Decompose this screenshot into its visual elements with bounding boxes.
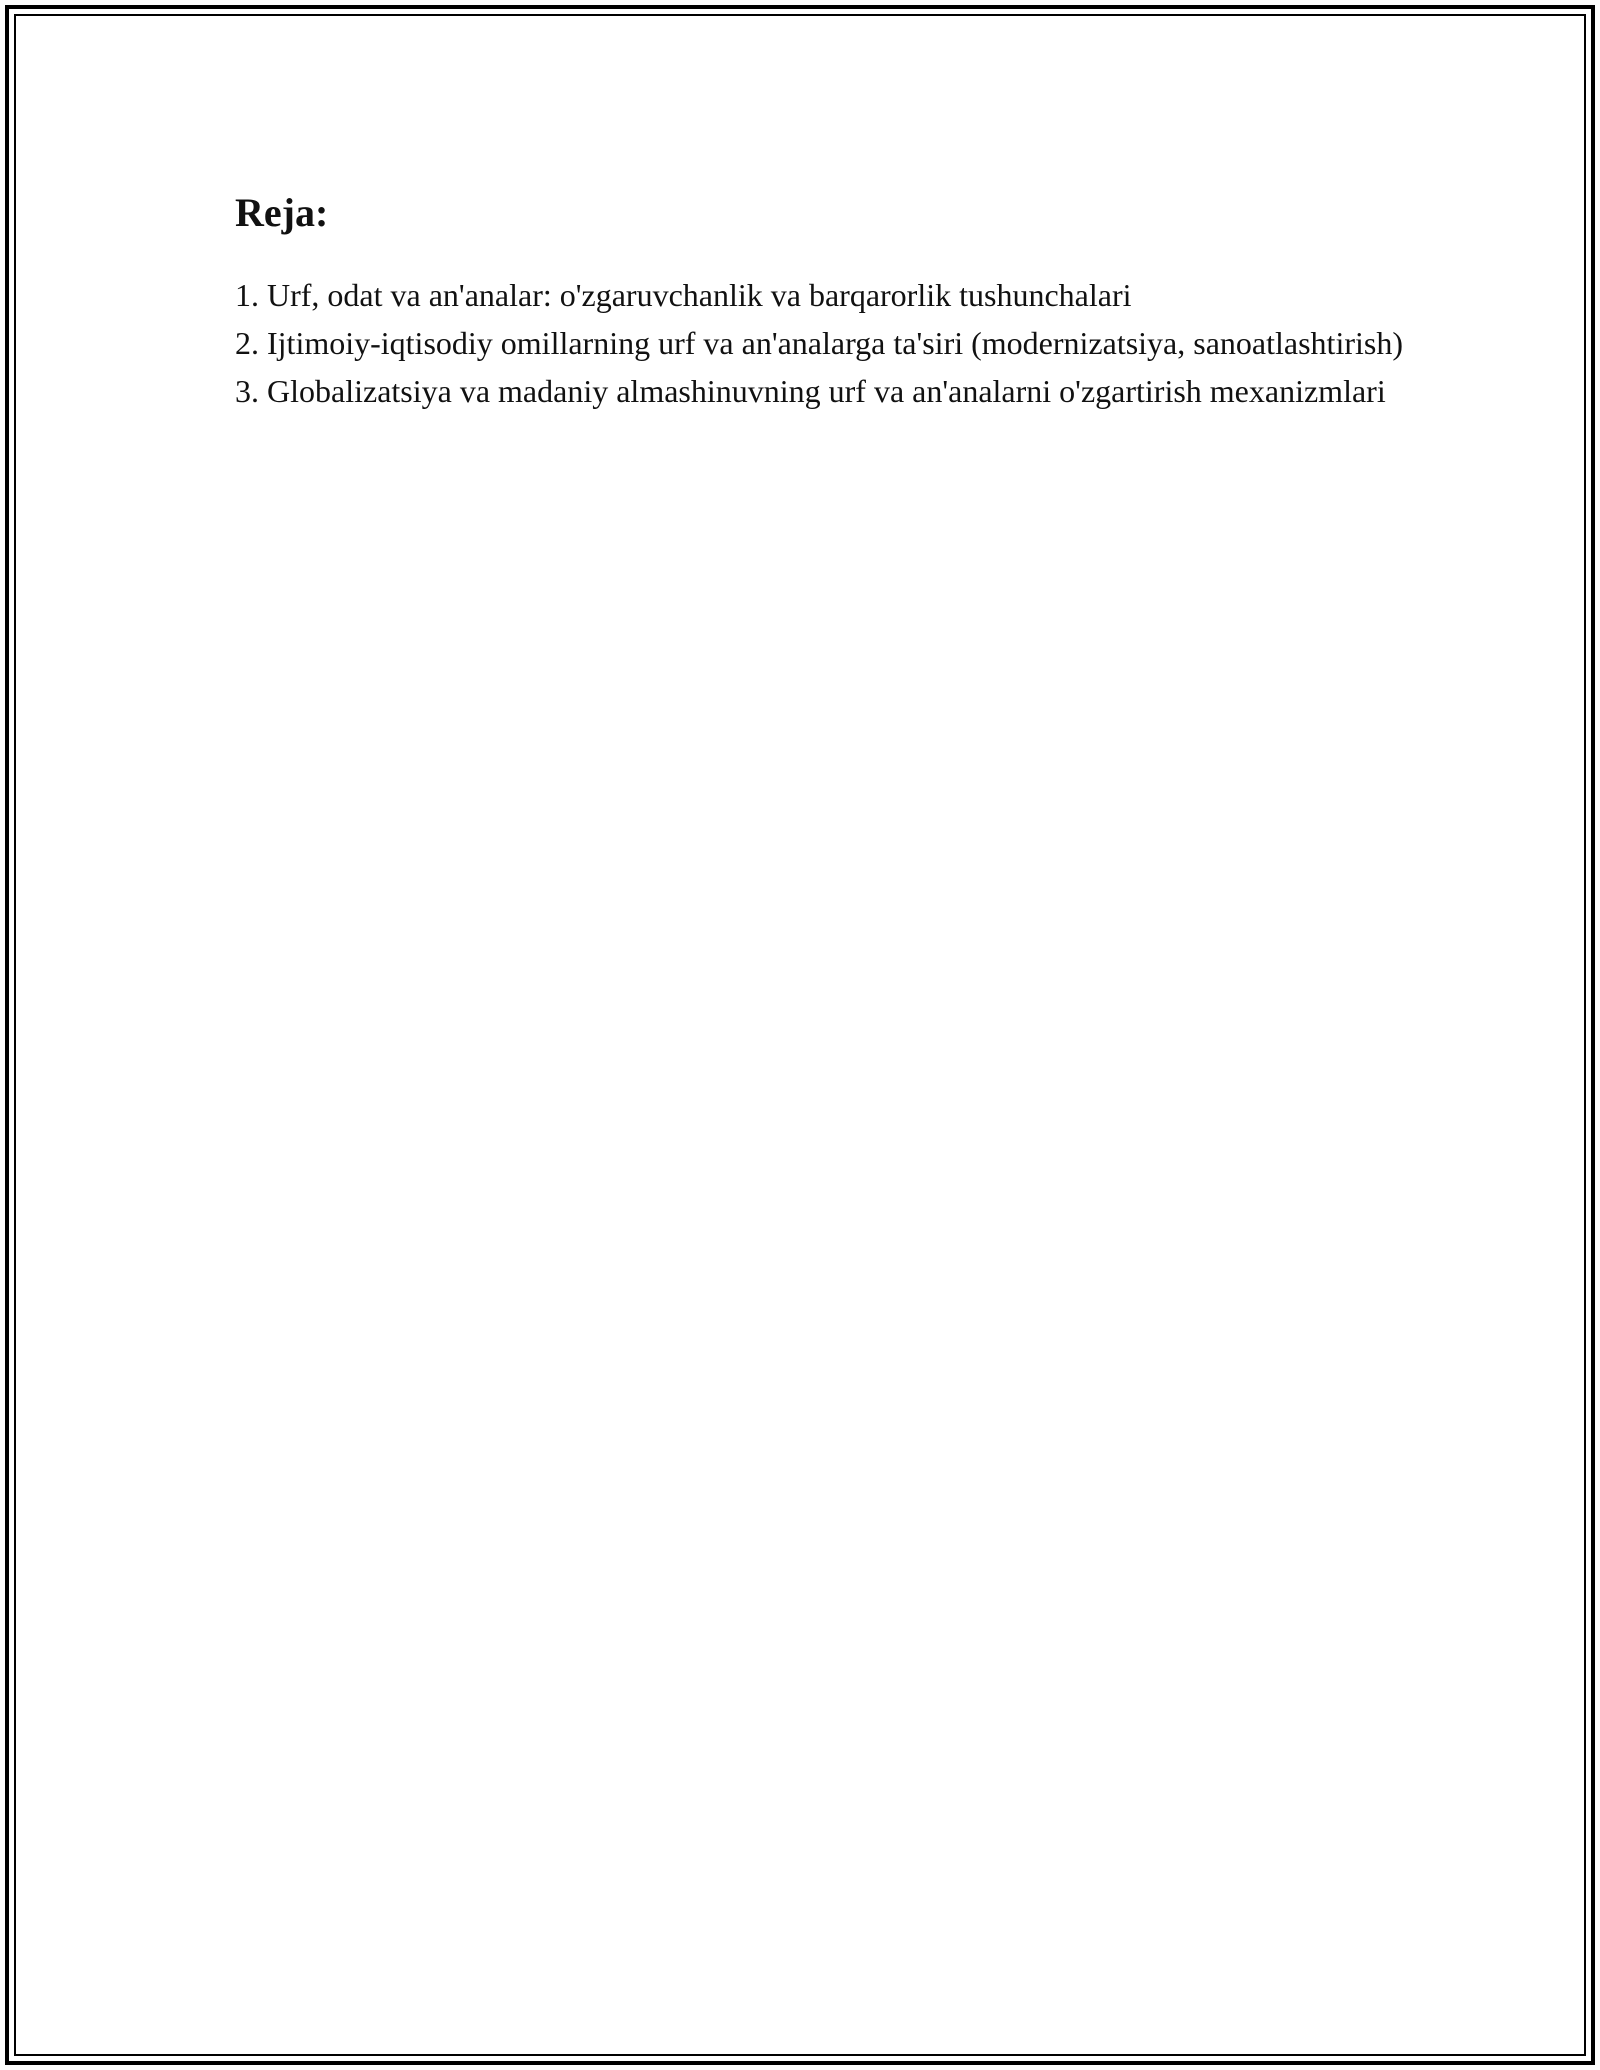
plan-item-2: 2. Ijtimoiy-iqtisodiy omillarning urf va an'analarga ta'siri (modernizatsiya, sanoatlashtirish) — [235, 325, 1403, 361]
plan-item-1: 1. Urf, odat va an'analar: o'zgaruvchanlik va barqarorlik tushunchalari — [235, 277, 1132, 313]
page-title: Reja: — [235, 190, 329, 235]
document-content — [235, 185, 1415, 415]
plan-list — [235, 271, 1415, 415]
plan-item-3: 3. Globalizatsiya va madaniy almashinuvning urf va an'analarni o'zgartirish mexanizmlari — [235, 373, 1386, 409]
